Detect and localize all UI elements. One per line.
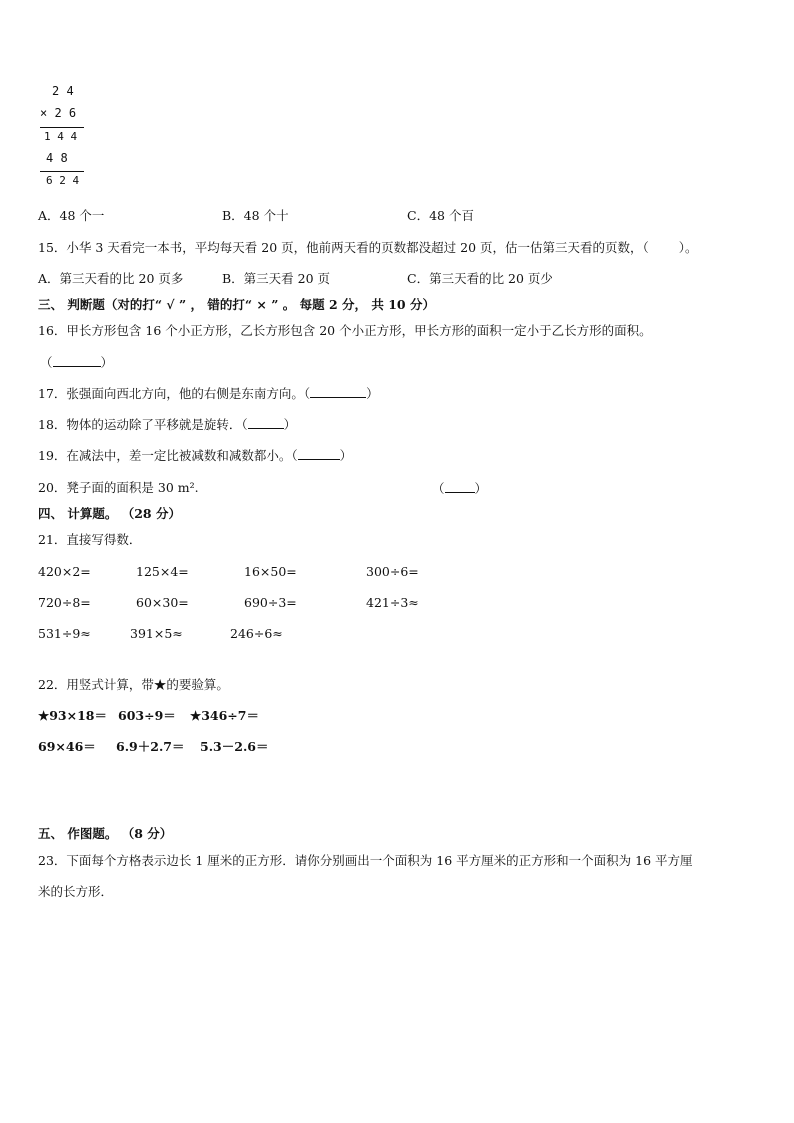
q16-open-paren: （ — [40, 355, 53, 370]
q21-item: 420×2= — [38, 564, 91, 579]
q22-item: 603÷9＝ — [118, 708, 176, 723]
q21-stem: 21．直接写得数． — [38, 532, 142, 547]
q15-stem-text: 15．小华 3 天看完一本书，平均每天看 20 页，他前两天看的页数都没超过 20 页，估一估第三天看的页数，（ — [38, 240, 649, 255]
vertical-rule-1 — [40, 127, 84, 128]
section-4-title: 四、 计算题。 （28 分） — [38, 506, 181, 521]
vertical-row-5: 6 2 4 — [46, 174, 80, 187]
q21-item: 246÷6≈ — [230, 626, 283, 641]
q21-item: 531÷9≈ — [38, 626, 91, 641]
q18-close-paren: ） — [283, 417, 297, 432]
q15-option-c: C．第三天看的比 20 页少 — [407, 271, 553, 286]
q19-close-paren: ） — [339, 448, 353, 463]
q19-stem: 19．在减法中，差一定比被减数和减数都小。（ — [38, 448, 298, 463]
q16-close-paren: ） — [100, 355, 114, 370]
q15-option-a: A．第三天看的比 20 页多 — [38, 271, 184, 286]
q15-option-b: B．第三天看 20 页 — [222, 271, 331, 286]
q22-item: ★93×18＝ — [38, 708, 107, 723]
q17 — [38, 385, 379, 402]
q17-close-paren: ） — [366, 386, 379, 401]
q21-item: 690÷3= — [244, 595, 297, 610]
q16-answer-blank[interactable] — [53, 354, 101, 367]
q20-stem: 20．凳子面的面积是 30 m². — [38, 480, 199, 495]
q22-item: ★346÷7＝ — [190, 708, 259, 723]
q20-close-paren: ） — [474, 481, 488, 496]
section-3-title: 三、 判断题（对的打“ √ ” ， 错的打“ × ” 。 每题 2 分， 共 10 分） — [38, 297, 435, 312]
q18-stem: 18．物体的运动除了平移就是旋转．（ — [38, 417, 248, 432]
q21-item: 391×5≈ — [130, 626, 183, 641]
q15-stem — [38, 240, 698, 256]
q19-answer-blank[interactable] — [298, 447, 340, 460]
q18-answer-blank[interactable] — [248, 416, 284, 429]
q23-line-1: 23．下面每个方格表示边长 1 厘米的正方形．请你分别画出一个面积为 16 平方厘米的正方形和一个面积为 16 平方厘 — [38, 853, 693, 868]
vertical-row-3: 1 4 4 — [44, 130, 78, 143]
q22-stem: 22．用竖式计算，带★的要验算。 — [38, 677, 229, 692]
vertical-row-4: 4 8 — [46, 151, 68, 165]
q21-item: 16×50= — [244, 564, 297, 579]
q14-option-b: B．48 个十 — [222, 208, 289, 223]
q20-answer — [432, 480, 487, 497]
q22-item: 6.9＋2.7＝ — [116, 739, 185, 754]
q16-answer — [40, 354, 113, 371]
q15-stem-end: ）。 — [678, 240, 698, 255]
q21-item: 720÷8= — [38, 595, 91, 610]
q20-answer-blank[interactable] — [445, 480, 475, 493]
section-5-title: 五、 作图题。 （8 分） — [38, 826, 173, 841]
q17-answer-blank[interactable] — [310, 385, 366, 398]
q22-item: 69×46＝ — [38, 739, 96, 754]
q21-item: 421÷3≈ — [366, 595, 419, 610]
vertical-rule-2 — [40, 171, 84, 172]
q14-option-a: A．48 个一 — [38, 208, 105, 223]
q19 — [38, 447, 352, 464]
q21-item: 300÷6= — [366, 564, 419, 579]
q21-item: 60×30= — [136, 595, 189, 610]
q21-item: 125×4= — [136, 564, 189, 579]
vertical-row-2: × 2 6 — [40, 106, 77, 120]
q22-item: 5.3－2.6＝ — [200, 739, 269, 754]
q18 — [38, 416, 296, 433]
q14-option-c: C．48 个百 — [407, 208, 474, 223]
q20-open-paren: （ — [432, 481, 445, 496]
q23-line-2: 米的长方形． — [38, 884, 114, 899]
q17-stem: 17．张强面向西北方向，他的右侧是东南方向。（ — [38, 386, 311, 401]
vertical-row-1: 2 4 — [52, 84, 74, 98]
q16-stem: 16．甲长方形包含 16 个小正方形，乙长方形包含 20 个小正方形，甲长方形的面积一定小于乙长方形的面积。 — [38, 323, 652, 338]
